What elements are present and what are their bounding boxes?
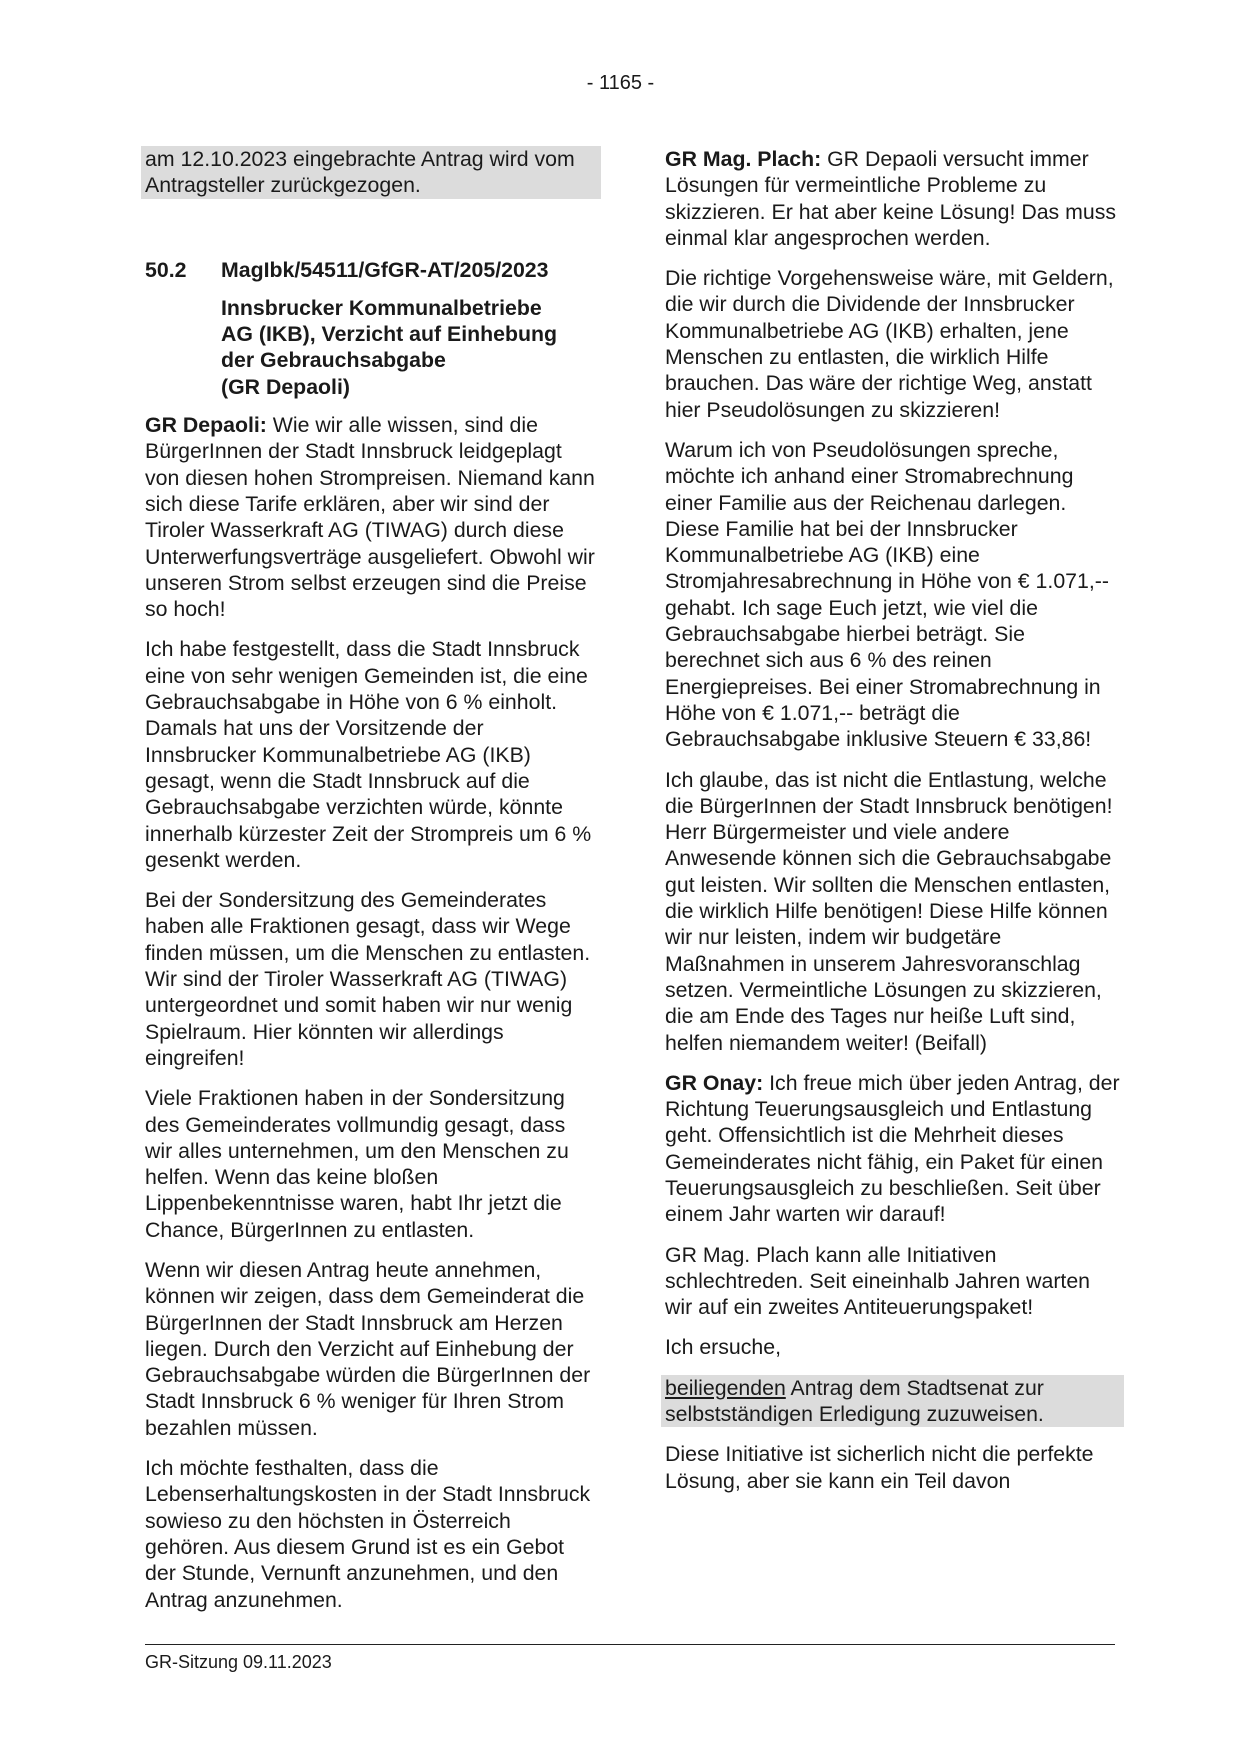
highlighted-intro: am 12.10.2023 eingebrachte Antrag wird vom Antragsteller zurückgezogen. bbox=[141, 146, 601, 199]
agenda-item-title-line: (GR Depaoli) bbox=[221, 374, 350, 399]
speech-text: Wie wir alle wissen, sind die BürgerInnen der Stadt Innsbruck leidgeplagt von diesen hohen Strompreisen. Niemand kann sich diese Tarife erklären, aber wir sind der Tiroler Wasserkraft AG (TIWAG) durch diese Unterwerfungsverträge ausgeliefert. Obwohl wir unseren Strom selbst erzeugen sind die Preise so hoch! bbox=[145, 413, 595, 622]
speech-paragraph: Ich glaube, das ist nicht die Entlastung, welche die BürgerInnen der Stadt Innsbruck benötigen! Herr Bürgermeister und viele andere Anwesende können sich die Gebrauchsabgabe gut leisten. Wir sollten die Menschen entlasten, die wirklich Hilfe benötigen! Diese Hilfe können wir nur leisten, indem wir budgetäre Maßnahmen in unserem Jahresvoranschlag setzen. Vermeintliche Lösungen zu skizzieren, die am Ende des Tages nur heiße Luft sind, helfen niemandem weiter! (Beifall) bbox=[665, 767, 1113, 1055]
agenda-item-title-line: der Gebrauchsabgabe bbox=[221, 348, 446, 373]
agenda-item-reference: MagIbk/54511/GfGR-AT/205/2023 bbox=[221, 257, 549, 282]
highlighted-motion bbox=[661, 1375, 1124, 1428]
agenda-item-title bbox=[221, 295, 597, 400]
speech-paragraph: Ich habe festgestellt, dass die Stadt Innsbruck eine von sehr wenigen Gemeinden ist, die eine Gebrauchsabgabe in Höhe von 6 % einholt. Damals hat uns der Vorsitzende der Innsbrucker Kommunalbetriebe AG (IKB) gesagt, wenn die Stadt Innsbruck auf die Gebrauchsabgabe verzichten würde, könnte innerhalb kürzester Zeit der Strompreis um 6 % gesenkt werden. bbox=[145, 637, 592, 872]
page-number: - 1165 - bbox=[586, 72, 655, 94]
speech-paragraph: GR Mag. Plach kann alle Initiativen schlechtreden. Seit eineinhalb Jahren warten wir auf ein zweites Antiteuerungspaket! bbox=[665, 1242, 1091, 1320]
right-column bbox=[665, 146, 1120, 1508]
speaker-name: GR Onay: bbox=[665, 1070, 764, 1095]
intro-paragraph bbox=[145, 146, 597, 199]
speech-text: GR Depaoli versucht immer Lösungen für vermeintliche Probleme zu skizzieren. Er hat aber keine Lösung! Das muss einmal klar angesprochen werden. bbox=[665, 147, 1116, 250]
agenda-item-title-line: AG (IKB), Verzicht auf Einhebung bbox=[221, 322, 558, 347]
speaker-name: GR Depaoli: bbox=[145, 413, 267, 438]
speech-paragraph: Ich möchte festhalten, dass die Lebenserhaltungskosten in der Stadt Innsbruck sowieso zu den höchsten in Österreich gehören. Aus diesem Grund ist es ein Gebot der Stunde, Vernunft anzunehmen, und den Antrag anzunehmen. bbox=[145, 1456, 591, 1612]
speech-text: Ich freue mich über jeden Antrag, der Richtung Teuerungsausgleich und Entlastung geht. Offensichtlich ist die Mehrheit dieses Gemeinderates nicht fähig, ein Paket für einen Teuerungsausgleich zu beschließen. Seit über einem Jahr warten wir darauf! bbox=[665, 1070, 1120, 1227]
speech-paragraph: Warum ich von Pseudolösungen spreche, möchte ich anhand einer Stromabrechnung einer Familie aus der Reichenau darlegen. Diese Familie hat bei der Innsbrucker Kommunalbetriebe AG (IKB) eine Stromjahresabrechnung in Höhe von € 1.071,-- gehabt. Ich sage Euch jetzt, wie viel die Gebrauchsabgabe hierbei beträgt. Sie berechnet sich aus 6 % des reinen Energiepreises. Bei einer Stromabrechnung in Höhe von € 1.071,-- beträgt die Gebrauchsabgabe inklusive Steuern € 33,86! bbox=[665, 437, 1109, 752]
speech-paragraph: Viele Fraktionen haben in der Sondersitzung des Gemeinderates vollmundig gesagt, dass wir alles unternehmen, um den Menschen zu helfen. Wenn das keine bloßen Lippenbekenntnisse waren, habt Ihr jetzt die Chance, BürgerInnen zu entlasten. bbox=[145, 1086, 569, 1242]
motion-text: Antrag dem Stadtsenat zur selbstständigen Erledigung zuzuweisen. bbox=[665, 1375, 1044, 1427]
agenda-item-title-line: Innsbrucker Kommunalbetriebe bbox=[221, 295, 542, 320]
speech-paragraph bbox=[665, 1070, 1120, 1228]
agenda-item-heading bbox=[145, 257, 597, 283]
motion-paragraph bbox=[665, 1375, 1120, 1428]
speech-paragraph: Die richtige Vorgehensweise wäre, mit Geldern, die wir durch die Dividende der Innsbrucker Kommunalbetriebe AG (IKB) erhalten, jene Menschen zu entlasten, die wirklich Hilfe brauchen. Das wäre der richtige Weg, anstatt hier Pseudolösungen zu skizzieren! bbox=[665, 266, 1114, 422]
motion-underlined-word: beiliegenden bbox=[665, 1375, 786, 1400]
left-column bbox=[145, 146, 597, 1627]
speech-paragraph bbox=[665, 146, 1120, 251]
speech-paragraph bbox=[145, 412, 597, 622]
speech-paragraph: Bei der Sondersitzung des Gemeinderates haben alle Fraktionen gesagt, dass wir Wege finden müssen, um die Menschen zu entlasten. Wir sind der Tiroler Wasserkraft AG (TIWAG) untergeordnet und somit haben wir nur wenig Spielraum. Hier könnten wir allerdings eingreifen! bbox=[145, 888, 591, 1070]
agenda-item-number: 50.2 bbox=[145, 257, 187, 282]
footer-session-date: GR-Sitzung 09.11.2023 bbox=[145, 1652, 332, 1672]
footer-divider bbox=[145, 1644, 1115, 1645]
speech-paragraph: Wenn wir diesen Antrag heute annehmen, können wir zeigen, dass dem Gemeinderat die BürgerInnen der Stadt Innsbruck am Herzen liegen. Durch den Verzicht auf Einhebung der Gebrauchsabgabe würden die BürgerInnen der Stadt Innsbruck 6 % weniger für Ihren Strom bezahlen müssen. bbox=[145, 1257, 591, 1440]
speaker-name: GR Mag. Plach: bbox=[665, 147, 822, 171]
speech-paragraph: Ich ersuche, bbox=[665, 1335, 782, 1360]
speech-paragraph: Diese Initiative ist sicherlich nicht die perfekte Lösung, aber sie kann ein Teil davon bbox=[665, 1442, 1094, 1493]
